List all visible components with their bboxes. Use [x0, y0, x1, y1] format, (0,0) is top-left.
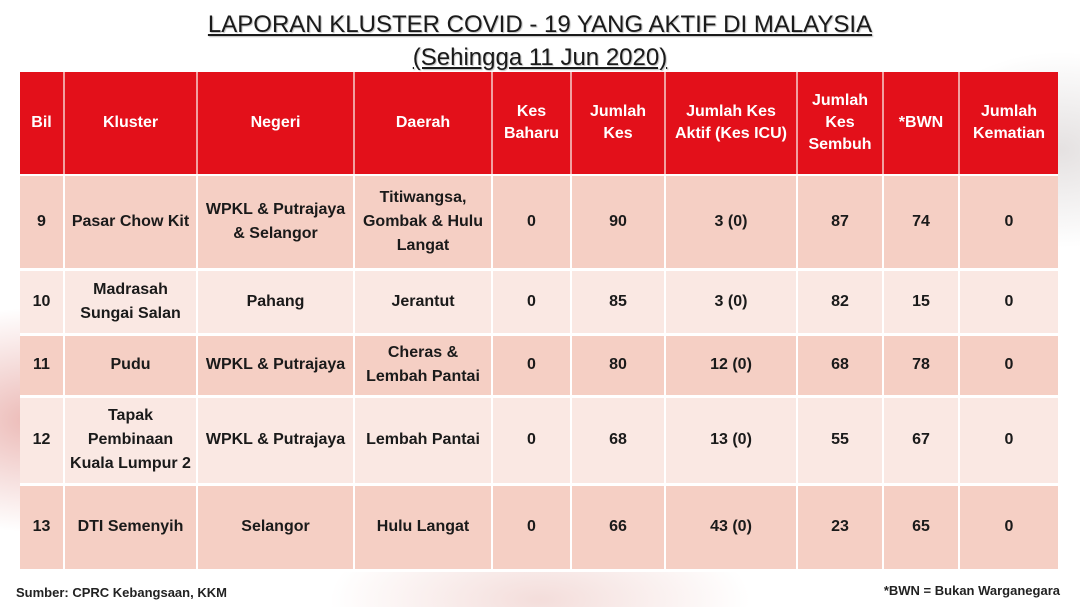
cell-kes-aktif: 3 (0) [665, 269, 797, 334]
cell-jumlah-kes: 80 [571, 334, 665, 396]
cell-kes-baharu: 0 [492, 175, 571, 269]
header-bwn: *BWN [883, 72, 959, 175]
table-row [20, 334, 1058, 396]
cell-bwn: 15 [883, 269, 959, 334]
table-header-row [20, 72, 1058, 175]
cell-kes-sembuh: 82 [797, 269, 883, 334]
cell-kluster: Pasar Chow Kit [64, 175, 197, 269]
cell-bwn: 65 [883, 484, 959, 570]
table-row [20, 175, 1058, 269]
cell-kes-baharu: 0 [492, 396, 571, 484]
cell-bil: 11 [20, 334, 64, 396]
cell-jumlah-kes: 90 [571, 175, 665, 269]
page-subtitle: (Sehingga 11 Jun 2020) [412, 44, 668, 71]
cell-jumlah-kes: 85 [571, 269, 665, 334]
cell-kluster: Pudu [64, 334, 197, 396]
cell-bwn: 67 [883, 396, 959, 484]
header-jumlah-kes-sembuh: Jumlah Kes Sembuh [797, 72, 883, 175]
cell-kes-baharu: 0 [492, 484, 571, 570]
cell-bil: 10 [20, 269, 64, 334]
cell-daerah: Jerantut [354, 269, 492, 334]
header-kluster: Kluster [64, 72, 197, 175]
header-jumlah-kes-aktif: Jumlah Kes Aktif (Kes ICU) [665, 72, 797, 175]
bwn-footnote: *BWN = Bukan Warganegara [883, 583, 1060, 598]
cluster-table [20, 72, 1058, 572]
cell-daerah: Lembah Pantai [354, 396, 492, 484]
cell-kluster: DTI Semenyih [64, 484, 197, 570]
cell-kes-sembuh: 23 [797, 484, 883, 570]
cell-bil: 9 [20, 175, 64, 269]
cell-kematian: 0 [959, 175, 1058, 269]
source-note: Sumber: CPRC Kebangsaan, KKM [16, 585, 227, 600]
cell-jumlah-kes: 66 [571, 484, 665, 570]
table-row [20, 396, 1058, 484]
cell-kluster: Madrasah Sungai Salan [64, 269, 197, 334]
cell-kes-aktif: 12 (0) [665, 334, 797, 396]
cell-bil: 12 [20, 396, 64, 484]
header-daerah: Daerah [354, 72, 492, 175]
cell-negeri: WPKL & Putrajaya [197, 396, 354, 484]
cell-jumlah-kes: 68 [571, 396, 665, 484]
cell-negeri: WPKL & Putrajaya [197, 334, 354, 396]
cell-daerah: Titiwangsa, Gombak & Hulu Langat [354, 175, 492, 269]
cell-bwn: 78 [883, 334, 959, 396]
cell-kes-sembuh: 55 [797, 396, 883, 484]
table-row [20, 484, 1058, 570]
header-kes-baharu: Kes Baharu [492, 72, 571, 175]
cell-kes-aktif: 43 (0) [665, 484, 797, 570]
cell-kematian: 0 [959, 334, 1058, 396]
header-negeri: Negeri [197, 72, 354, 175]
cell-kes-sembuh: 87 [797, 175, 883, 269]
cell-kematian: 0 [959, 396, 1058, 484]
cell-bil: 13 [20, 484, 64, 570]
cell-negeri: Pahang [197, 269, 354, 334]
cell-kes-aktif: 13 (0) [665, 396, 797, 484]
cell-kematian: 0 [959, 484, 1058, 570]
cell-negeri: WPKL & Putrajaya & Selangor [197, 175, 354, 269]
header-bil: Bil [20, 72, 64, 175]
page-title: LAPORAN KLUSTER COVID - 19 YANG AKTIF DI MALAYSIA [207, 11, 873, 38]
cell-negeri: Selangor [197, 484, 354, 570]
cell-kes-aktif: 3 (0) [665, 175, 797, 269]
cell-kes-baharu: 0 [492, 269, 571, 334]
cell-kes-baharu: 0 [492, 334, 571, 396]
report-title-block [0, 10, 1080, 76]
table-row [20, 269, 1058, 334]
cell-kes-sembuh: 68 [797, 334, 883, 396]
cell-daerah: Cheras & Lembah Pantai [354, 334, 492, 396]
header-jumlah-kes: Jumlah Kes [571, 72, 665, 175]
cell-bwn: 74 [883, 175, 959, 269]
cell-daerah: Hulu Langat [354, 484, 492, 570]
cell-kluster: Tapak Pembinaan Kuala Lumpur 2 [64, 396, 197, 484]
header-jumlah-kematian: Jumlah Kematian [959, 72, 1058, 175]
cell-kematian: 0 [959, 269, 1058, 334]
